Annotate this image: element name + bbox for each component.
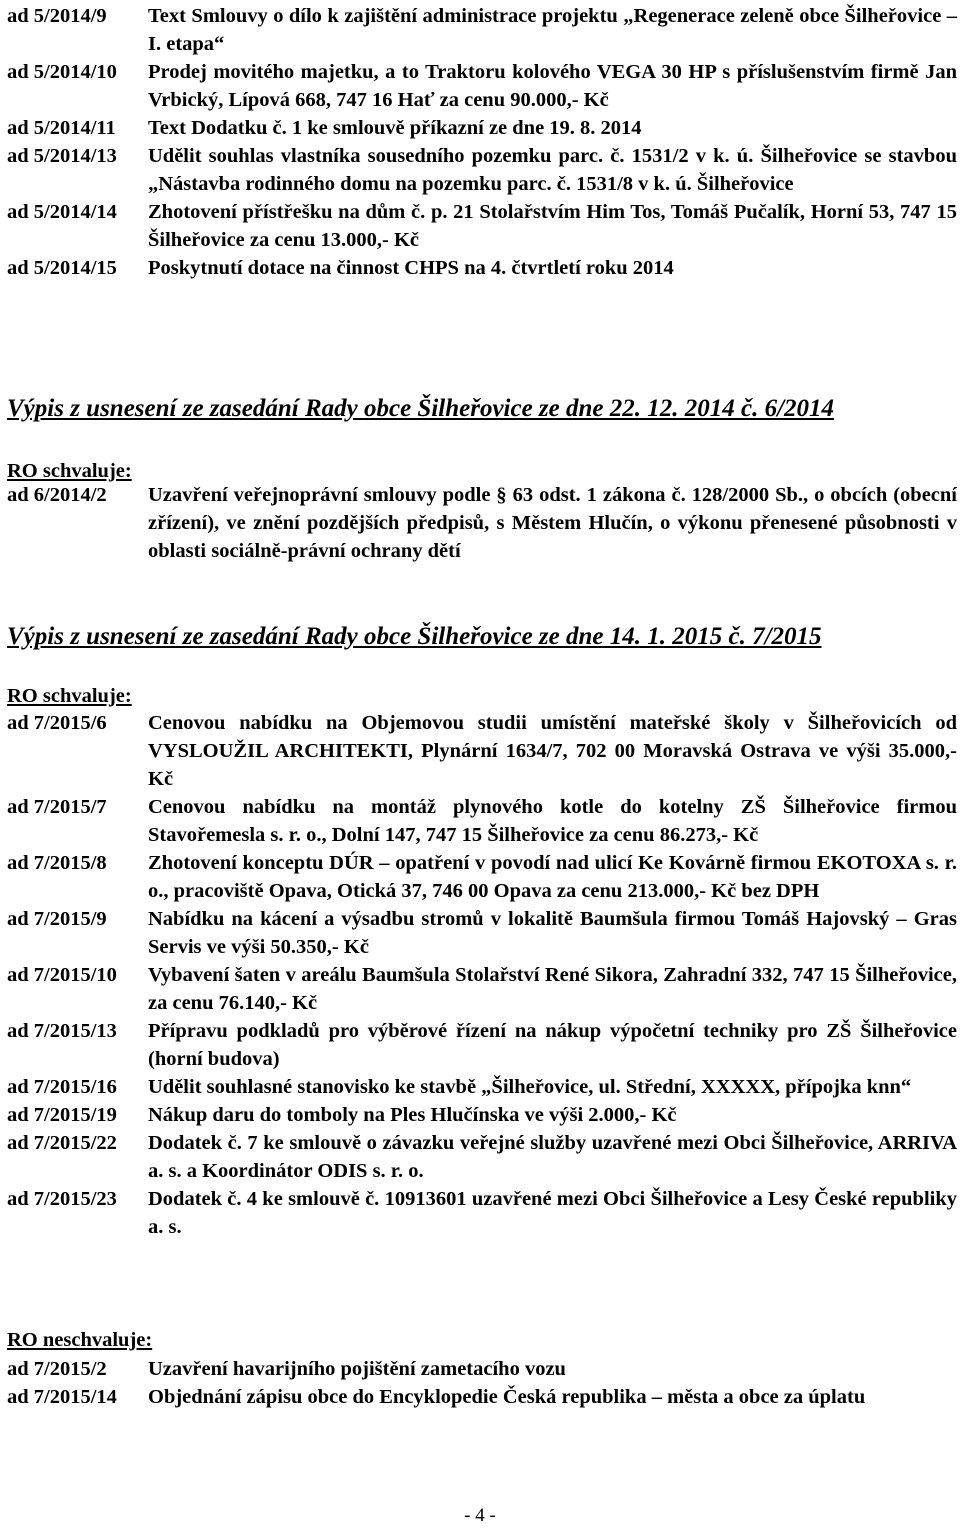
resolution-item [7, 254, 957, 282]
resolution-item [7, 905, 957, 961]
resolution-ref: ad 7/2015/2 [7, 1358, 107, 1380]
resolution-item [7, 1017, 957, 1073]
resolution-item [7, 1185, 957, 1241]
resolution-list-7-2015-rejected [7, 1355, 957, 1411]
resolution-ref: ad 7/2015/8 [7, 852, 107, 874]
resolution-text: Cenovou nabídku na montáž plynového kotle do kotelny ZŠ Šilheřovice firmou Stavořemesla s. r. o., Dolní 147, 747 15 Šilheřovice za cenu 86.273,- Kč [148, 796, 957, 846]
resolution-list-5-2014 [7, 2, 957, 282]
resolution-text: Text Smlouvy o dílo k zajištění administrace projektu „Regenerace zeleně obce Šilheřovice – I. etapa“ [148, 5, 957, 55]
approve-label: RO schvaluje: [7, 685, 132, 707]
resolution-text: Uzavření veřejnoprávní smlouvy podle § 63 odst. 1 zákona č. 128/2000 Sb., o obcích (obecní zřízení), ve znění pozdějších předpisů, s Městem Hlučín, o výkonu přenesené působnosti v oblasti sociálně-právní ochrany dětí [148, 484, 957, 562]
resolution-item [7, 1383, 957, 1411]
resolution-ref: ad 7/2015/22 [7, 1132, 117, 1154]
section-heading-6-2014: Výpis z usnesení ze zasedání Rady obce Šilheřovice ze dne 22. 12. 2014 č. 6/2014 [7, 395, 835, 422]
resolution-text: Poskytnutí dotace na činnost CHPS na 4. čtvrtletí roku 2014 [148, 257, 674, 279]
resolution-text: Zhotovení konceptu DÚR – opatření v povodí nad ulicí Ke Kovárně firmou EKOTOXA s. r. o., pracoviště Opava, Otická 37, 746 00 Opava za cenu 213.000,- Kč bez DPH [148, 852, 957, 902]
resolution-text: Objednání zápisu obce do Encyklopedie Česká republika – města a obce za úplatu [148, 1386, 866, 1408]
reject-label: RO neschvaluje: [7, 1329, 153, 1351]
resolution-item [7, 849, 957, 905]
resolution-item [7, 58, 957, 114]
resolution-text: Uzavření havarijního pojištění zametacího vozu [148, 1358, 566, 1380]
resolution-text: Vybavení šaten v areálu Baumšula Stolařství René Sikora, Zahradní 332, 747 15 Šilheřovice, za cenu 76.140,- Kč [148, 964, 957, 1014]
resolution-list-6-2014 [7, 481, 957, 565]
resolution-ref: ad 7/2015/14 [7, 1386, 117, 1408]
resolution-text: Dodatek č. 7 ke smlouvě o závazku veřejné služby uzavřené mezi Obci Šilheřovice, ARRIVA a. s. a Koordinátor ODIS s. r. o. [148, 1132, 957, 1182]
resolution-text: Text Dodatku č. 1 ke smlouvě příkazní ze dne 19. 8. 2014 [148, 117, 642, 139]
resolution-text: Prodej movitého majetku, a to Traktoru kolového VEGA 30 HP s příslušenstvím firmě Jan Vrbický, Lípová 668, 747 16 Hať za cenu 90.000,- Kč [148, 61, 957, 111]
resolution-item [7, 1129, 957, 1185]
resolution-text: Nákup daru do tomboly na Ples Hlučínska ve výši 2.000,- Kč [148, 1104, 677, 1126]
resolution-text: Zhotovení přístřešku na dům č. p. 21 Stolařstvím Him Tos, Tomáš Pučalík, Horní 53, 747 15 Šilheřovice za cenu 13.000,- Kč [148, 201, 957, 251]
resolution-text: Přípravu podkladů pro výběrové řízení na nákup výpočetní techniky pro ZŠ Šilheřovice (horní budova) [148, 1020, 957, 1070]
resolution-list-7-2015-approved [7, 709, 957, 1241]
resolution-text: Udělit souhlas vlastníka sousedního pozemku parc. č. 1531/2 v k. ú. Šilheřovice se stavbou „Nástavba rodinného domu na pozemku parc. č. 1531/8 v k. ú. Šilheřovice [148, 145, 957, 195]
resolution-item [7, 2, 957, 58]
resolution-ref: ad 5/2014/15 [7, 257, 117, 279]
resolution-ref: ad 5/2014/13 [7, 145, 117, 167]
resolution-ref: ad 7/2015/6 [7, 712, 107, 734]
resolution-ref: ad 5/2014/9 [7, 5, 107, 27]
resolution-text: Nabídku na kácení a výsadbu stromů v lokalitě Baumšula firmou Tomáš Hajovský – Gras Servis ve výši 50.350,- Kč [148, 908, 957, 958]
resolution-item [7, 1073, 957, 1101]
resolution-item [7, 709, 957, 793]
resolution-ref: ad 7/2015/13 [7, 1020, 117, 1042]
resolution-item [7, 793, 957, 849]
resolution-ref: ad 7/2015/23 [7, 1188, 117, 1210]
resolution-item [7, 114, 957, 142]
resolution-item [7, 1101, 957, 1129]
approve-label: RO schvaluje: [7, 460, 132, 482]
resolution-item [7, 1355, 957, 1383]
section-heading-7-2015: Výpis z usnesení ze zasedání Rady obce Šilheřovice ze dne 14. 1. 2015 č. 7/2015 [7, 623, 822, 650]
resolution-item [7, 961, 957, 1017]
resolution-text: Udělit souhlasné stanovisko ke stavbě „Šilheřovice, ul. Střední, XXXXX, přípojka knn“ [148, 1076, 912, 1098]
resolution-ref: ad 5/2014/11 [7, 117, 116, 139]
resolution-ref: ad 7/2015/19 [7, 1104, 117, 1126]
resolution-item [7, 142, 957, 198]
resolution-ref: ad 7/2015/9 [7, 908, 107, 930]
resolution-text: Dodatek č. 4 ke smlouvě č. 10913601 uzavřené mezi Obci Šilheřovice a Lesy České republiky a. s. [148, 1188, 957, 1238]
resolution-ref: ad 7/2015/10 [7, 964, 117, 986]
resolution-ref: ad 7/2015/16 [7, 1076, 117, 1098]
resolution-item [7, 198, 957, 254]
resolution-ref: ad 5/2014/14 [7, 201, 117, 223]
resolution-text: Cenovou nabídku na Objemovou studii umístění mateřské školy v Šilheřovicích od VYSLOUŽIL ARCHITEKTI, Plynární 1634/7, 702 00 Moravská Ostrava ve výši 35.000,- Kč [148, 712, 957, 790]
page-number: - 4 - [464, 1505, 496, 1526]
resolution-ref: ad 6/2014/2 [7, 484, 107, 506]
resolution-item [7, 481, 957, 565]
resolution-ref: ad 5/2014/10 [7, 61, 117, 83]
resolution-ref: ad 7/2015/7 [7, 796, 107, 818]
